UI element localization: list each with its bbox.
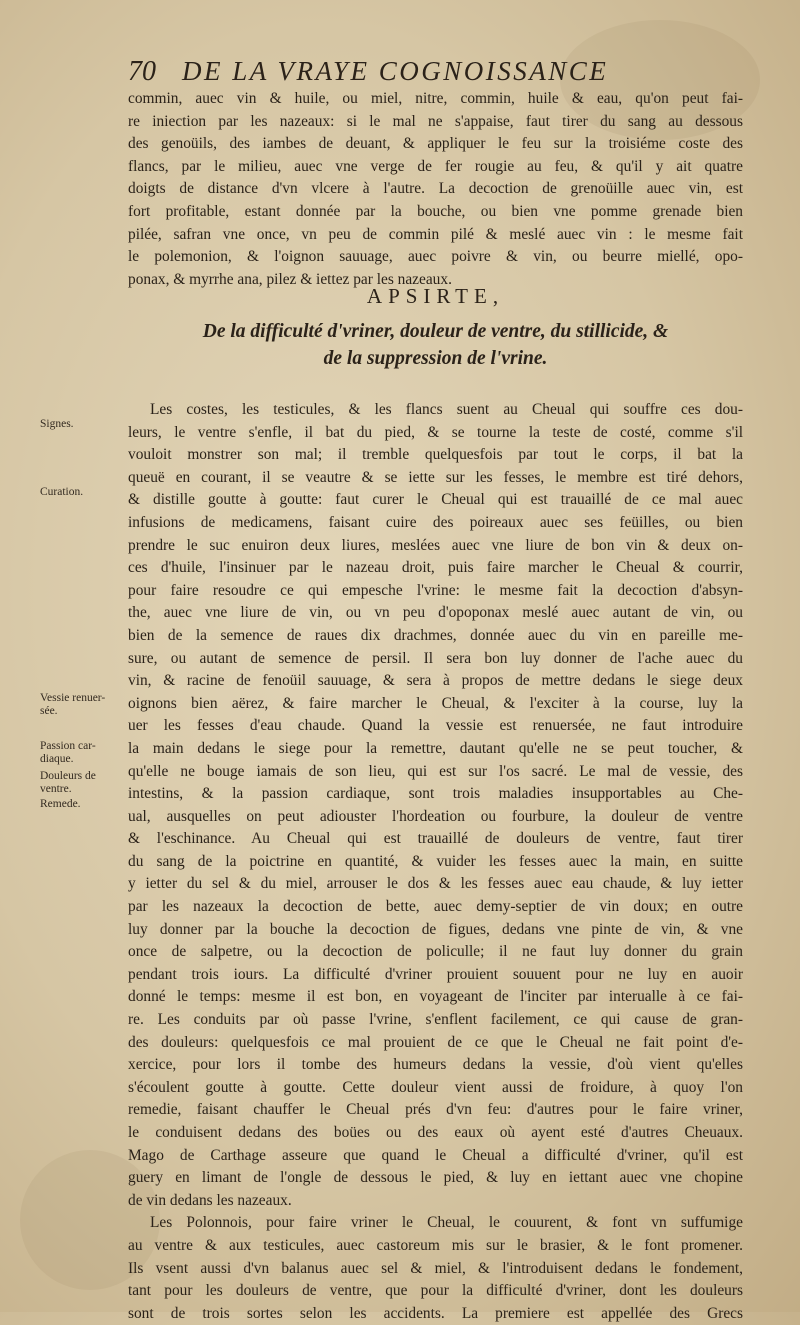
paragraph-1 bbox=[128, 88, 743, 291]
text-line: oignons bien aërez, & faire marcher le Cheual, & l'exciter à la course, luy la bbox=[128, 694, 743, 712]
margin-note-text: Douleurs de bbox=[40, 770, 96, 782]
text-line: the, auec vne liure de vin, ou vn peu d'opoponax meslé auec autant de vin, ou bbox=[128, 604, 743, 622]
text-line: vouloit monstrer son mal; il tremble quelquesfois par tout le corps, il bat la bbox=[128, 446, 743, 464]
text-line: ual, ausquelles on peut adiouster l'hordeation ou fourbure, la douleur de ventre bbox=[128, 807, 743, 825]
text-line: uer les fesses d'eau chaude. Quand la vessie est renuersée, ne faut introduire bbox=[128, 717, 743, 735]
text-line: au ventre & aux testicules, auec castoreum mis sur le brasier, & le font promener. bbox=[128, 1236, 743, 1254]
text-line: re iniection par les nazeaux: si le mal ne s'appaise, faut tirer du sang au dessous bbox=[128, 112, 743, 130]
text-line: sure, ou autant de semence de persil. Il sera bon luy donner de l'ache auec du bbox=[128, 649, 743, 667]
text-line: doigts de distance d'vn vlcere à l'autre. La decoction de grenoüille auec vin, est bbox=[128, 180, 743, 198]
chapter-subtitle-line-2: de la suppression de l'vrine. bbox=[323, 348, 548, 369]
margin-note-passion bbox=[40, 740, 96, 766]
text-line: luy donner par la bouche la decoction de figues, dedans vne pinte de vin, & vne bbox=[128, 920, 743, 938]
text-line: bien de la semence de raues dix drachmes, donnée auec du vin en pareille me- bbox=[128, 626, 743, 644]
text-line: ponax, & myrrhe ana, pilez & iettez par les nazeaux. bbox=[128, 270, 452, 288]
text-line: remedie, faisant chauffer le Cheual prés d'vn feu: d'autres pour le faire vriner, bbox=[128, 1101, 743, 1119]
text-line: commin, auec vin & huile, ou miel, nitre, commin, huile & eau, qu'on peut fai- bbox=[128, 90, 743, 107]
running-title: DE LA VRAYE COGNOISSANCE bbox=[182, 56, 609, 86]
text-line: once de salpetre, ou la decoction de policulle; il ne faut luy donner du grain bbox=[128, 943, 743, 961]
text-line: & l'eschinance. Au Cheual qui est trauaillé de douleurs de ventre, faut tirer bbox=[128, 830, 743, 848]
margin-note-text: Remede. bbox=[40, 798, 81, 810]
text-line: queuë en courant, il se veautre & se iette sur les fesses, le membre est tiré dehors, bbox=[128, 468, 743, 486]
text-line: re. Les conduits par où passe l'vrine, s'enflent facilement, ce qui cause de gran- bbox=[128, 1011, 743, 1029]
text-line: infusions de medicamens, faisant cuire des poireaux auec ses feüilles, ou bien bbox=[128, 513, 743, 531]
text-line: des douleurs: quelquesfois ce mal prouient de ce que le Cheual ne fait point d'e- bbox=[128, 1033, 743, 1051]
text-line: xercice, pour lors il tombe des humeurs dedans la vessie, d'où vient qu'elles bbox=[128, 1056, 743, 1074]
chapter-subtitle-line-1: De la difficulté d'vriner, douleur de ventre, du stillicide, & bbox=[202, 321, 669, 342]
text-line: Les Polonnois, pour faire vriner le Cheual, le couurent, & font vn suffumige bbox=[150, 1214, 743, 1232]
text-line: pour faire resoudre ce qui empesche l'vrine: le mesme fait la decoction d'absyn- bbox=[128, 581, 743, 599]
margin-note-vessie bbox=[40, 692, 105, 718]
text-line: vin, & racine de fenoüil sauuage, & sera à propos de mettre dedans le siege deux bbox=[128, 672, 743, 690]
text-line: leurs, le ventre s'enfle, il bat du pied, & se tourne la teste de costé, comme s'il bbox=[128, 423, 743, 441]
text-line: Ils vsent aussi d'vn balanus auec sel & miel, & l'introduisent dedans le fondement, bbox=[128, 1259, 743, 1277]
text-line: y ietter du sel & du miel, arrouser le dos & les fesses auec eau chaude, & luy ietter bbox=[128, 875, 743, 893]
text-line: qu'elle ne bouge iamais de son lieu, qui est sur l'os sacré. Le mal de vessie, des bbox=[128, 762, 743, 780]
text-line: sont de trois sortes selon les accidents. La premiere est appellée des Grecs bbox=[128, 1304, 743, 1322]
margin-note-text: ventre. bbox=[40, 783, 72, 795]
margin-note-text: Passion car- bbox=[40, 740, 96, 752]
text-line: guery en limant de l'ongle de dessous le pied, & luy en iettant auec vne chopine bbox=[128, 1169, 743, 1187]
margin-note-signes bbox=[40, 418, 74, 431]
text-line: & distille goutte à goutte: faut curer le Cheual qui est trauaillé de ce mal auec bbox=[128, 491, 743, 509]
text-line: ces d'huile, l'insinuer par le nazeau droit, puis faire marcher le Cheual & courrir, bbox=[128, 559, 743, 577]
text-line: donné le temps: mesme il est bon, en voyageant de l'inciter par interualle à ce fai- bbox=[128, 988, 743, 1006]
text-line: s'écoulent goutte à goutte. Cette douleur vient aussi de froidure, à quoy l'on bbox=[128, 1078, 743, 1096]
text-line: des genoüils, des iambes de deuant, & appliquer le feu sur la troisiéme coste des bbox=[128, 135, 743, 153]
text-line: le conduisent dedans des boües ou des eaux où ayent esté d'autres Cheuaux. bbox=[128, 1124, 743, 1141]
text-line: Mago de Carthage asseure que quand le Cheual a difficulté d'vriner, qu'il est bbox=[128, 1146, 743, 1164]
text-line: tant pour les douleurs de ventre, que pour la difficulté d'vriner, dont les douleurs bbox=[128, 1282, 743, 1300]
margin-note-remede bbox=[40, 798, 81, 811]
text-line: Les costes, les testicules, & les flancs suent au Cheual qui souffre ces dou- bbox=[150, 401, 743, 418]
text-line: pilée, safran vne once, vn peu de commin pilé & meslé auec vin : le mesme fait bbox=[128, 225, 743, 243]
margin-note-douleurs bbox=[40, 770, 96, 796]
page-number: 70 bbox=[128, 56, 156, 87]
text-line: le polemonion, & l'oignon sauuage, auec poivre & vin, ou beurre miellé, opo- bbox=[128, 248, 743, 266]
section-title: APSIRTE, bbox=[366, 284, 505, 308]
margin-note-text: Curation. bbox=[40, 486, 84, 498]
margin-note-curation bbox=[40, 486, 83, 499]
text-line: flancs, par le milieu, auec vne verge de fer rougie au feu, & qu'il y ait quatre bbox=[128, 157, 743, 175]
margin-note-text: diaque. bbox=[40, 753, 74, 765]
margin-note-text: Vessie renuer- bbox=[40, 692, 106, 704]
text-line: de vin dedans les nazeaux. bbox=[128, 1191, 292, 1209]
text-line: par les nazeaux la decoction de bette, auec demy-septier de vin doux; en outre bbox=[128, 898, 743, 916]
text-line: pendant trois iours. La difficulté d'vriner prouient souuent pour ne luy en auoir bbox=[128, 965, 743, 983]
margin-note-text: sée. bbox=[40, 705, 58, 717]
text-line: fort profitable, estant donnée par la bouche, ou bien vne pomme grenade bien bbox=[128, 202, 743, 220]
text-line: prendre le suc enuiron deux liures, meslées auec vne liure de bon vin & deux on- bbox=[128, 536, 743, 554]
margin-note-text: Signes. bbox=[40, 418, 74, 430]
page-header bbox=[128, 56, 748, 90]
text-line: intestins, & la passion cardiaque, sont trois maladies insupportables au Che- bbox=[128, 785, 743, 803]
text-line: la main dedans le siege pour la remettre, dautant qu'elle ne se peut toucher, & bbox=[128, 739, 743, 757]
text-line: du sang de la poictrine en quantité, & vuider les fesses auec la main, en suitte bbox=[128, 852, 743, 870]
paragraph-2 bbox=[128, 399, 743, 1325]
